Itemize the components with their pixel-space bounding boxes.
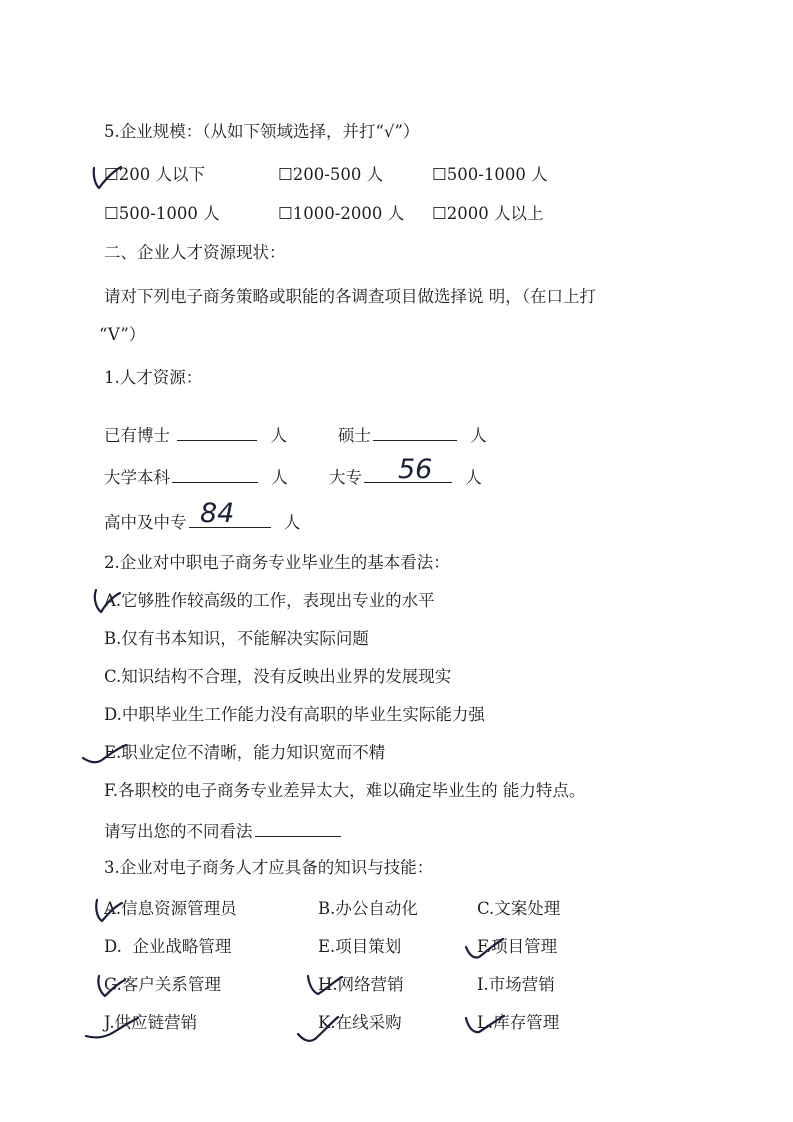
q3-option-b[interactable]: B.办公自动化 bbox=[318, 899, 418, 918]
bachelor-input[interactable] bbox=[172, 466, 258, 483]
phd-label: 已有博士 bbox=[104, 426, 170, 445]
q2-option-f[interactable]: F.各职校的电子商务专业差异太大，难以确定毕业生的 能力特点。 bbox=[104, 781, 586, 800]
q5-option-5[interactable]: ☐1000-2000 人 bbox=[278, 204, 405, 223]
highschool-handwritten-value: 84 bbox=[200, 498, 235, 529]
phd-unit: 人 bbox=[270, 426, 287, 445]
q2-other-row bbox=[104, 820, 343, 842]
q2-option-d[interactable]: D.中职毕业生工作能力没有高职的毕业生实际能力强 bbox=[104, 705, 485, 724]
q5-option-1[interactable]: ☐200 人以下 bbox=[104, 165, 206, 184]
college-label: 大专 bbox=[329, 468, 362, 487]
section-heading: 二、企业人才资源现状： bbox=[104, 243, 286, 262]
q2-title: 2.企业对中职电子商务专业毕业生的基本看法： bbox=[104, 553, 450, 572]
q3-option-l[interactable]: L.库存管理 bbox=[477, 1013, 560, 1032]
master-label: 硕士 bbox=[338, 426, 371, 445]
q3-option-a[interactable]: A.信息资源管理员 bbox=[104, 899, 237, 918]
q5-option-3[interactable]: ☐500-1000 人 bbox=[432, 165, 548, 184]
college-unit: 人 bbox=[465, 468, 482, 487]
q3-option-h[interactable]: H.网络营销 bbox=[318, 975, 404, 994]
q3-option-d[interactable]: D. 企业战略管理 bbox=[104, 937, 232, 956]
master-row bbox=[338, 424, 487, 446]
phd-row bbox=[104, 424, 287, 446]
highschool-unit: 人 bbox=[283, 513, 301, 532]
college-handwritten-value: 56 bbox=[398, 454, 433, 485]
instruction-line-1: 请对下列电子商务策略或职能的各调查项目做选择说 明，（在口上打 bbox=[104, 287, 596, 306]
q2-option-b[interactable]: B.仅有书本知识，不能解决实际问题 bbox=[104, 629, 369, 648]
q3-option-i[interactable]: I.市场营销 bbox=[477, 975, 555, 994]
instruction-line-2: “V”） bbox=[99, 325, 146, 344]
q3-option-k[interactable]: K.在线采购 bbox=[318, 1013, 402, 1032]
q3-option-j[interactable]: J.供应链营销 bbox=[104, 1013, 198, 1032]
q3-option-f[interactable]: F.项目管理 bbox=[477, 937, 558, 956]
master-input[interactable] bbox=[373, 424, 457, 441]
q5-title: 5.企业规模：（从如下领域选择，并打“√”） bbox=[104, 122, 420, 141]
q5-option-2[interactable]: ☐200-500 人 bbox=[278, 165, 384, 184]
master-unit: 人 bbox=[470, 426, 487, 445]
q2-other-input[interactable] bbox=[255, 820, 341, 837]
q3-option-e[interactable]: E.项目策划 bbox=[318, 937, 402, 956]
q5-option-4[interactable]: ☐500-1000 人 bbox=[104, 204, 220, 223]
q2-option-c[interactable]: C.知识结构不合理，没有反映出业界的发展现实 bbox=[104, 667, 452, 686]
q3-option-c[interactable]: C.文案处理 bbox=[477, 899, 561, 918]
highschool-label: 高中及中专 bbox=[104, 513, 187, 532]
q2-other-label: 请写出您的不同看法 bbox=[104, 822, 253, 841]
q1-title: 1.人才资源： bbox=[104, 368, 203, 387]
bachelor-label: 大学本科 bbox=[104, 468, 170, 487]
phd-input[interactable] bbox=[177, 424, 257, 441]
bachelor-row bbox=[104, 466, 288, 488]
q3-option-g[interactable]: G.客户关系管理 bbox=[104, 975, 221, 994]
q2-option-e[interactable]: E.职业定位不清晰，能力知识宽而不精 bbox=[104, 743, 386, 762]
q5-option-6[interactable]: ☐2000 人以上 bbox=[432, 204, 544, 223]
q3-title: 3.企业对电子商务人才应具备的知识与技能： bbox=[104, 858, 434, 877]
bachelor-unit: 人 bbox=[271, 468, 288, 487]
q2-option-a[interactable]: A.它够胜作较高级的工作，表现出专业的水平 bbox=[104, 591, 435, 610]
